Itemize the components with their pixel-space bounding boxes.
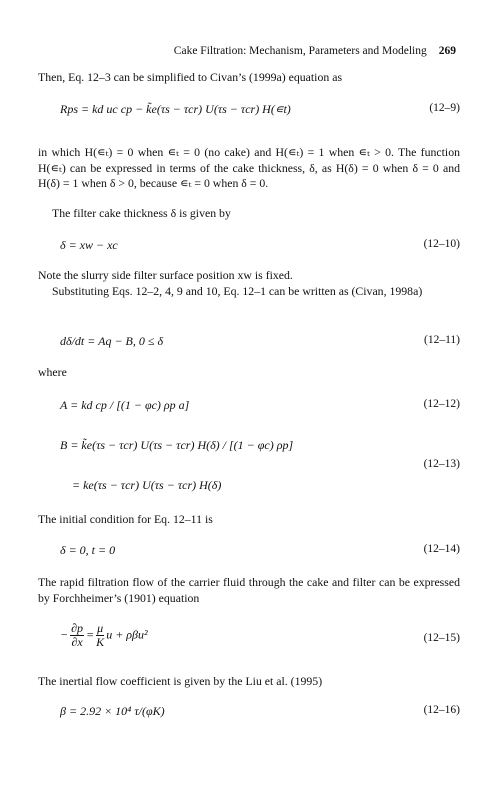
equation-body: Rps = kd uc cp − k̃e(τs − τcr) U(τs − τcr) H(∊t) (60, 102, 291, 116)
equation-12-10 (38, 238, 460, 260)
equation-12-13-line1 (38, 438, 460, 460)
paragraph-inertial: The inertial flow coefficient is given by the Liu et al. (1995) (38, 674, 323, 688)
equation-body: δ = xw − xc (60, 238, 118, 252)
equation-number: (12–13) (423, 458, 460, 470)
equation-number: (12–14) (423, 543, 460, 555)
paragraph-note: Note the slurry side filter surface position xw is fixed. (38, 268, 293, 282)
running-title: Cake Filtration: Mechanism, Parameters and Modeling (173, 45, 427, 57)
equation-12-14 (38, 543, 460, 565)
equation-body: β = 2.92 × 10⁴ τ/(φK) (60, 704, 165, 718)
paragraph-initial-condition: The initial condition for Eq. 12–11 is (38, 512, 213, 526)
paragraph-where: where (38, 365, 67, 379)
fraction-numerator: μ (97, 621, 104, 635)
paragraph-heaviside: in which H(∊ₜ) = 0 when ∊ₜ = 0 (no cake) and H(∊ₜ) = 1 when ∊ₜ > 0. The function H(∊ₜ) can be expressed in terms of the cake thickness, δ, as H(δ) = 0 when δ = 0 and H(δ) = 1 when δ > 0, because ∊ₜ = 0 when δ = 0. (38, 145, 461, 190)
equation-12-11 (38, 334, 460, 356)
equation-body: dδ/dt = Aq − B, 0 ≤ δ (60, 334, 164, 348)
equation-number: (12–15) (423, 632, 460, 644)
equation-number: (12–16) (423, 704, 460, 716)
equation-body: A = kd cp / [(1 − φc) ρp a] (60, 398, 190, 412)
equation-body: B = k̃e(τs − τcr) U(τs − τcr) H(δ) / [(1 − φc) ρp] (60, 438, 294, 452)
paragraph-substitute: Substituting Eqs. 12–2, 4, 9 and 10, Eq. 12–1 can be written as (Civan, 1998a) (52, 284, 423, 298)
fraction-mu-k (96, 622, 104, 649)
equation-rhs: u + ρβu² (106, 627, 148, 642)
equation-12-9 (38, 102, 460, 124)
paragraph-forchheimer: The rapid filtration flow of the carrier fluid through the cake and filter can be expressed by Forchheimer’s (1901) equation (38, 575, 460, 605)
running-head (174, 45, 456, 57)
fraction-denominator: ∂x (71, 635, 83, 649)
equation-number: (12–10) (423, 238, 460, 250)
equation-body: = ke(τs − τcr) U(τs − τcr) H(δ) (72, 478, 222, 492)
equation-body: − $\frac{\partial p}{\partial x}$ = $\frac{\mu}{K}$ u + ρβu² (60, 621, 148, 649)
equation-number: (12–11) (424, 334, 460, 346)
equation-12-13-line2 (38, 478, 460, 500)
equation-12-16 (38, 704, 460, 726)
equation-12-15 (38, 622, 460, 658)
fraction-denominator: K (96, 635, 105, 649)
equation-body: δ = 0, t = 0 (60, 543, 116, 557)
fraction-dp-dx (70, 622, 84, 649)
paragraph-thickness: The filter cake thickness δ is given by (52, 206, 231, 220)
paragraph-intro: Then, Eq. 12–3 can be simplified to Civan’s (1999a) equation as (38, 70, 343, 84)
equation-12-13-number-row (38, 458, 460, 480)
fraction-numerator: ∂p (71, 621, 84, 635)
equation-number: (12–12) (423, 398, 460, 410)
equation-12-12 (38, 398, 460, 420)
equation-number: (12–9) (429, 102, 460, 114)
page-number: 269 (438, 45, 456, 57)
